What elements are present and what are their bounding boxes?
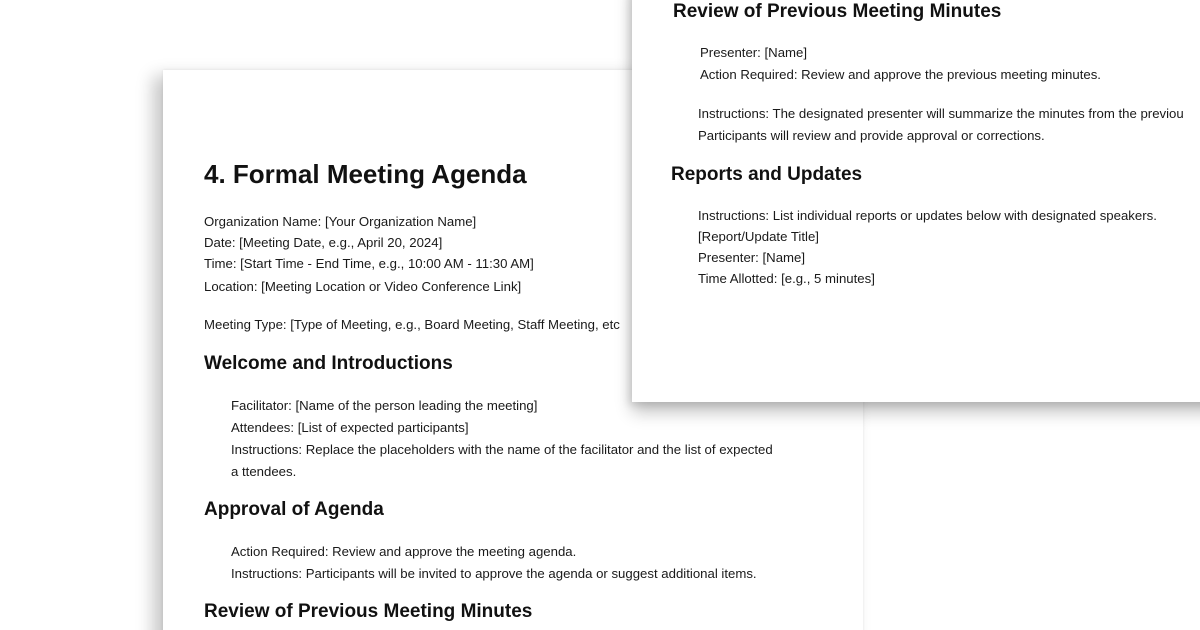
review-instructions-line2: Participants will review and provide approval or corrections. (698, 128, 1045, 143)
facilitator-line: Facilitator: [Name of the person leading the meeting] (231, 398, 538, 413)
review-presenter-line: Presenter: [Name] (700, 45, 808, 60)
review-instructions-line1: Instructions: The designated presenter will summarize the minutes from the previou (698, 106, 1184, 121)
time-allotted-line: Time Allotted: [e.g., 5 minutes] (698, 271, 875, 286)
page-title: 4. Formal Meeting Agenda (204, 159, 527, 189)
review-heading-back: Review of Previous Meeting Minutes (204, 601, 533, 622)
welcome-instructions-line2: a ttendees. (231, 464, 297, 479)
review-heading: Review of Previous Meeting Minutes (673, 1, 1002, 22)
review-action-line: Action Required: Review and approve the previous meeting minutes. (700, 67, 1101, 82)
report-title-line: [Report/Update Title] (698, 229, 819, 244)
meeting-type-line: Meeting Type: [Type of Meeting, e.g., Board Meeting, Staff Meeting, etc (204, 317, 620, 332)
welcome-heading: Welcome and Introductions (204, 353, 453, 374)
approval-action-line: Action Required: Review and approve the meeting agenda. (231, 544, 577, 559)
attendees-line: Attendees: [List of expected participants] (231, 420, 469, 435)
time-line: Time: [Start Time - End Time, e.g., 10:00 AM - 11:30 AM] (204, 256, 534, 271)
reports-heading: Reports and Updates (671, 164, 863, 185)
organization-line: Organization Name: [Your Organization Name] (204, 214, 477, 229)
location-line: Location: [Meeting Location or Video Conference Link] (204, 279, 522, 294)
date-line: Date: [Meeting Date, e.g., April 20, 2024] (204, 235, 443, 250)
reports-presenter-line: Presenter: [Name] (698, 250, 806, 265)
reports-instructions-line: Instructions: List individual reports or updates below with designated speakers. (698, 208, 1157, 223)
agenda-page-front (632, 0, 1200, 402)
approval-heading: Approval of Agenda (204, 499, 384, 520)
approval-instructions-line: Instructions: Participants will be invited to approve the agenda or suggest additional items. (231, 566, 757, 581)
welcome-instructions-line1: Instructions: Replace the placeholders with the name of the facilitator and the list of expected (231, 442, 773, 457)
